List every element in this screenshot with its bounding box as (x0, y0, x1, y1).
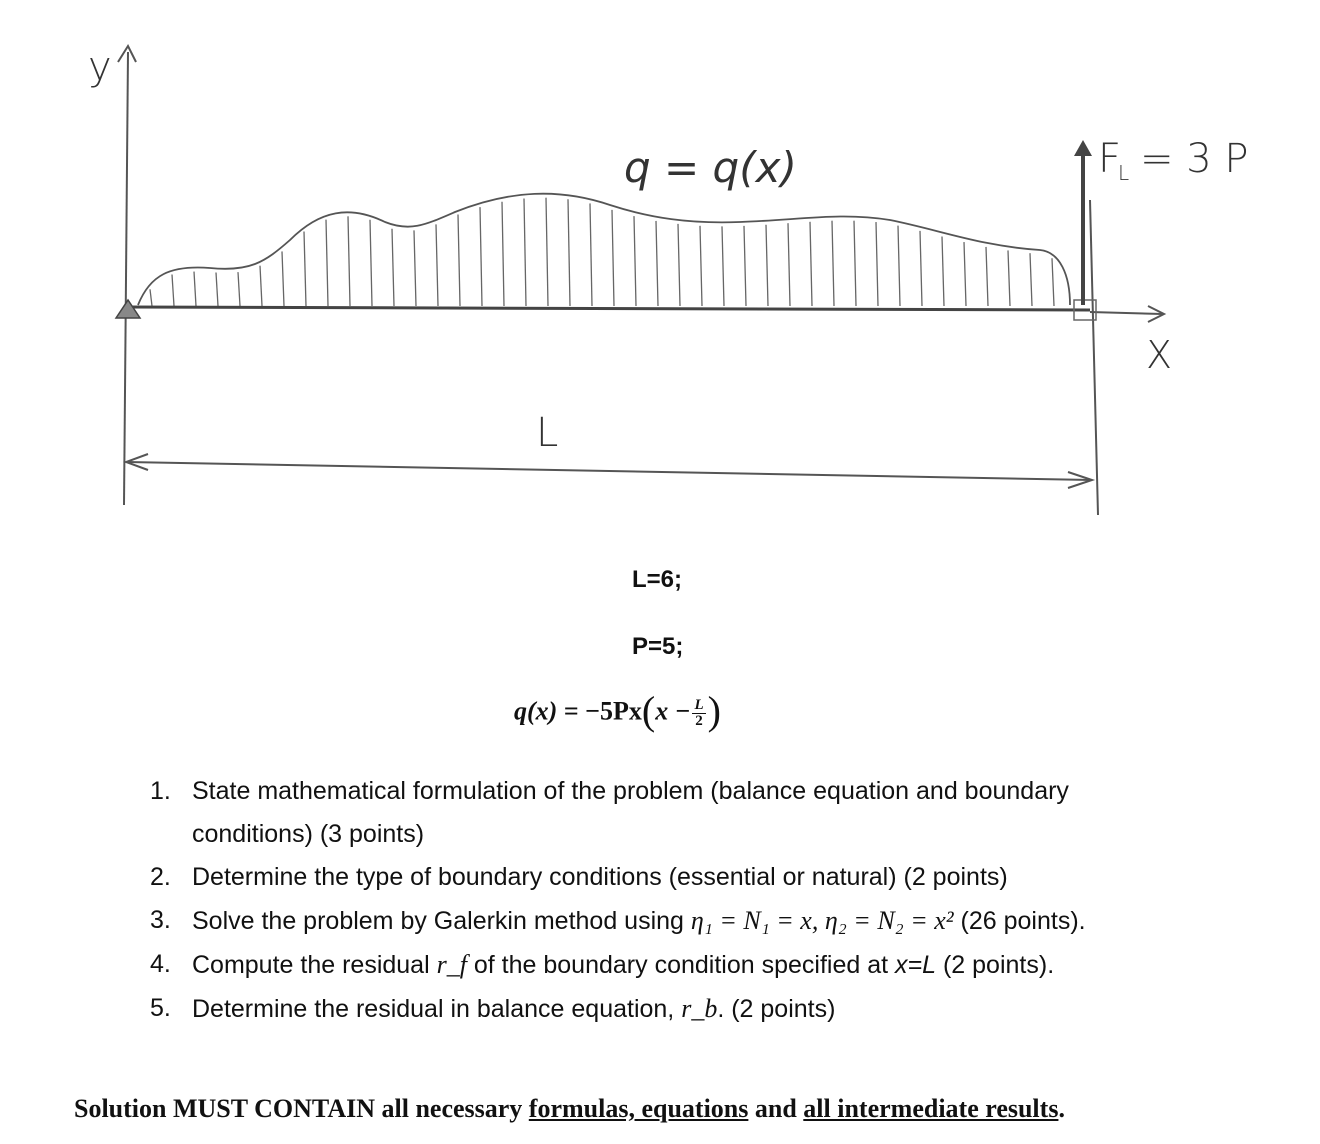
hatch-line (1030, 253, 1032, 306)
pin-support-icon (116, 300, 140, 318)
task-text: Compute the residual (192, 951, 437, 979)
footer-text-1: Solution MUST CONTAIN all necessary (74, 1094, 529, 1123)
hatch-line (238, 272, 240, 306)
hatch-line (986, 247, 988, 306)
hatch-line (458, 215, 460, 306)
hatch-line (436, 224, 438, 306)
hatch-line (700, 226, 702, 306)
formula-fraction (692, 698, 705, 729)
hatch-line (480, 207, 482, 306)
task-item-5 (150, 987, 1190, 1031)
hatch-line (568, 199, 570, 306)
task-number: 5. (150, 994, 171, 1022)
formula-rhs: −5Px (585, 696, 642, 726)
hatch-line (810, 222, 812, 306)
task-text: Determine the type of boundary conditions (essential or natural) (2 points) (192, 863, 1008, 891)
hatch-line (282, 251, 284, 306)
formula-inner: x − (655, 696, 691, 726)
force-label: F (1098, 136, 1122, 182)
task-item-2 (150, 856, 1190, 899)
hatch-line (942, 237, 944, 306)
task-number: 3. (150, 906, 171, 934)
hatch-line (854, 221, 856, 306)
task-text-end: . (2 points) (717, 995, 836, 1023)
param-length: L=6; (632, 566, 683, 593)
load-curve (138, 194, 1070, 305)
load-label: q = q(x) (624, 143, 797, 192)
hatch-line (964, 242, 966, 306)
hatch-line (414, 230, 416, 306)
hatch-line (546, 198, 548, 306)
hatch-line (260, 266, 262, 306)
footer-underline-2: all intermediate results (803, 1094, 1059, 1123)
length-dimension-line (126, 462, 1092, 480)
hatch-line (150, 289, 152, 306)
hatch-line (304, 232, 306, 306)
footer-underline-1: formulas, equations (528, 1094, 749, 1123)
task-math-2: x=L (895, 951, 937, 979)
hatch-line (832, 221, 834, 306)
hatch-line (634, 216, 636, 306)
hatch-line (326, 220, 328, 306)
load-formula (514, 690, 721, 737)
formula-close-paren: ) (707, 688, 721, 733)
formula-open-paren: ( (641, 688, 656, 733)
hatch-line (392, 229, 394, 306)
load-hatching (150, 198, 1054, 306)
x-axis-label: X (1146, 333, 1173, 377)
hatch-line (524, 198, 526, 306)
task-text: State mathematical formulation of the problem (balance equation and boundary conditions) (3 points) (192, 777, 1069, 848)
hatch-line (370, 220, 372, 306)
task-math: η₁ = N₁ = x, η₂ = N₂ = x² (690, 906, 954, 935)
y-axis-label: y (88, 44, 112, 90)
task-text-end: (2 points). (936, 951, 1055, 979)
footer-text-2: and (748, 1094, 804, 1123)
task-item-1 (150, 770, 1190, 856)
y-axis (124, 52, 128, 505)
right-vertical-line (1090, 200, 1098, 515)
beam-diagram (0, 0, 1320, 540)
task-number: 2. (150, 863, 171, 891)
hatch-line (898, 226, 900, 306)
hatch-line (590, 203, 592, 306)
task-text: Determine the residual in balance equation, (192, 995, 682, 1023)
hatch-line (876, 222, 878, 306)
task-text-end: (26 points). (953, 907, 1086, 935)
x-axis (1090, 312, 1162, 314)
task-math: r_f (436, 950, 467, 979)
formula-equals: = (557, 696, 586, 726)
formula-lhs: q(x) (514, 696, 558, 726)
force-subscript: L (1118, 161, 1130, 185)
hatch-line (1052, 258, 1054, 306)
fraction-numerator: L (694, 697, 704, 713)
task-text-mid: of the boundary condition specified at (466, 951, 896, 979)
hatch-line (216, 272, 218, 306)
hatch-line (1008, 250, 1010, 306)
hatch-line (656, 221, 658, 306)
hatch-line (194, 272, 196, 306)
hatch-line (788, 223, 790, 306)
hatch-line (348, 216, 350, 306)
param-force: P=5; (632, 633, 684, 660)
force-value: = 3 P (1140, 136, 1249, 182)
hatch-line (612, 210, 614, 306)
hatch-line (744, 226, 746, 306)
hatch-line (678, 224, 680, 306)
task-item-3 (150, 899, 1190, 943)
task-text: Solve the problem by Galerkin method using (192, 907, 691, 935)
hatch-line (502, 202, 504, 306)
force-arrowhead-icon (1074, 140, 1092, 156)
task-math: r_b (681, 994, 718, 1023)
hatch-line (920, 231, 922, 306)
hatch-line (172, 275, 174, 306)
task-number: 1. (150, 777, 171, 805)
fraction-denominator: 2 (695, 713, 703, 729)
task-number: 4. (150, 950, 171, 978)
task-item-4 (150, 943, 1190, 987)
solution-requirement (74, 1094, 1065, 1124)
footer-text-3: . (1058, 1094, 1065, 1123)
hatch-line (766, 225, 768, 306)
hatch-line (722, 226, 724, 306)
beam (124, 307, 1090, 310)
length-label: L (536, 410, 559, 456)
task-list (150, 770, 1190, 1031)
